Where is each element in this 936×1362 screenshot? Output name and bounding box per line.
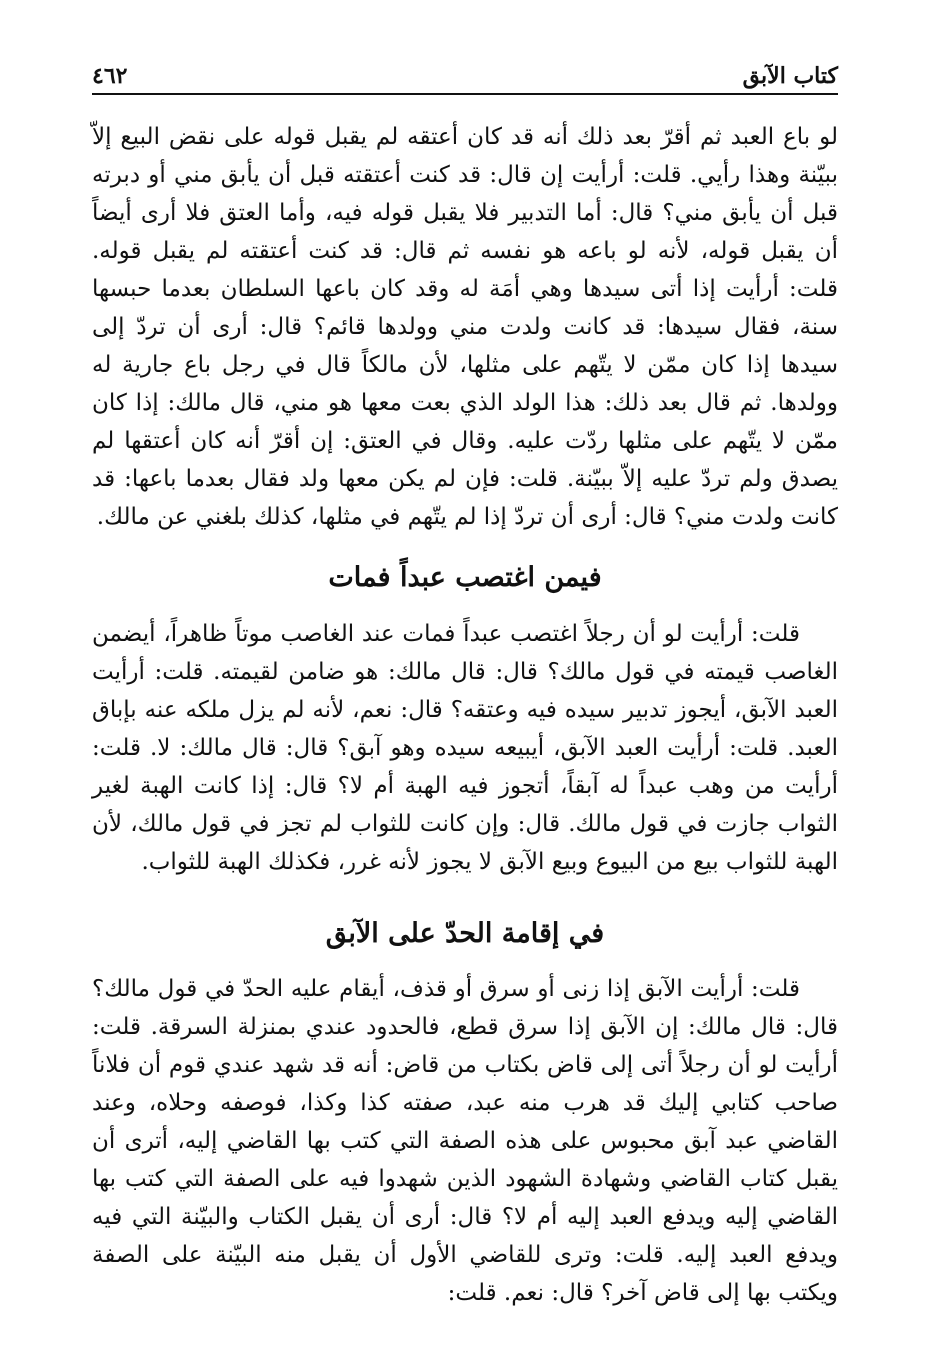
- opening-text: [92, 118, 838, 536]
- section-heading: فيمن اغتصب عبداً فمات: [328, 562, 602, 593]
- running-title: كتاب الآبق: [742, 63, 838, 89]
- paragraph: قلت: أرأيت الآبق إذا زنى أو سرق أو قذف، أيقام عليه الحدّ في قول مالك؟ قال: قال مالك: إن الآبق إذا سرق قطع، فالحدود عندي بمنزلة السرقة. قلت: أرأيت لو أن رجلاً أتى إلى قاض بكتاب من قاض: أنه قد شهد عندي قوم أن فلاناً صاحب كتابي إليك قد هرب منه عبد، صفته كذا وكذا، فوصفه وحلاه، وعند القاضي عبد آبق محبوس على هذه الصفة التي كتب بها القاضي إليه، أترى أن يقبل كتاب القاضي وشهادة الشهود الذين شهدوا فيه على الصفة التي كتب بها القاضي إليه ويدفع العبد إليه أم لا؟ قال: أرى أن يقبل الكتاب والبيّنة التي فيه ويدفع العبد إليه. قلت: وترى للقاضي الأول أن يقبل منه البيّنة على الصفة ويكتب بها إلى قاض آخر؟ قال: نعم. قلت:: [92, 976, 838, 1306]
- page-number: ٤٦٢: [92, 63, 128, 89]
- section-heading: في إقامة الحدّ على الآبق: [325, 918, 605, 949]
- paragraph: لو باع العبد ثم أقرّ بعد ذلك أنه قد كان أعتقه لم يقبل قوله على نقض البيع إلاّ ببيّنة وهذا رأيي. قلت: أرأيت إن قال: قد كنت أعتقته قبل أن يأبق مني أو دبرته قبل أن يأبق مني؟ قال: أما التدبير فلا يقبل قوله فيه، وأما العتق فلا أرى أيضاً أن يقبل قوله، لأنه لو باعه هو نفسه ثم قال: قد كنت أعتقته لم يقبل قوله. قلت: أرأيت إذا أتى سيدها وهي أمَة له وقد كان باعها السلطان بعدما حبسها سنة، فقال سيدها: قد كانت ولدت مني وولدها قائم؟ قال: أرى أن تردّ إلى سيدها إذا كان ممّن لا يتّهم على مثلها، لأن مالكاً قال في رجل باع جارية له وولدها. ثم قال بعد ذلك: هذا الولد الذي بعت معها هو مني، قال مالك: إذا كان ممّن لا يتّهم على مثلها ردّت عليه. وقال في العتق: إن أقرّ أنه كان أعتقها لم يصدق ولم تردّ عليه إلاّ ببيّنة. قلت: فإن لم يكن معها ولد فقال بعدما باعها: قد كانت ولدت مني؟ قال: أرى أن تردّ إذا لم يتّهم في مثلها، كذلك بلغني عن مالك.: [92, 124, 838, 530]
- paragraph: قلت: أرأيت لو أن رجلاً اغتصب عبداً فمات عند الغاصب موتاً ظاهراً، أيضمن الغاصب قيمته في قول مالك؟ قال: قال مالك: هو ضامن لقيمته. قلت: أرأيت العبد الآبق، أيجوز تدبير سيده فيه وعتقه؟ قال: نعم، لأنه لم يزل ملكه عنه بإباق العبد. قلت: أرأيت العبد الآبق، أيبيعه سيده وهو آبق؟ قال: قال مالك: لا. قلت: أرأيت من وهب عبداً له آبقاً، أتجوز فيه الهبة أم لا؟ قال: إذا كانت الهبة لغير الثواب جازت في قول مالك. قال: وإن كانت للثواب لم تجز في قول مالك، لأن الهبة للثواب بيع من البيوع وبيع الآبق لا يجوز لأنه غرر، فكذلك الهبة للثواب.: [92, 621, 838, 875]
- section-text: [92, 970, 838, 1312]
- section-text: [92, 615, 838, 881]
- page-header: [92, 55, 838, 95]
